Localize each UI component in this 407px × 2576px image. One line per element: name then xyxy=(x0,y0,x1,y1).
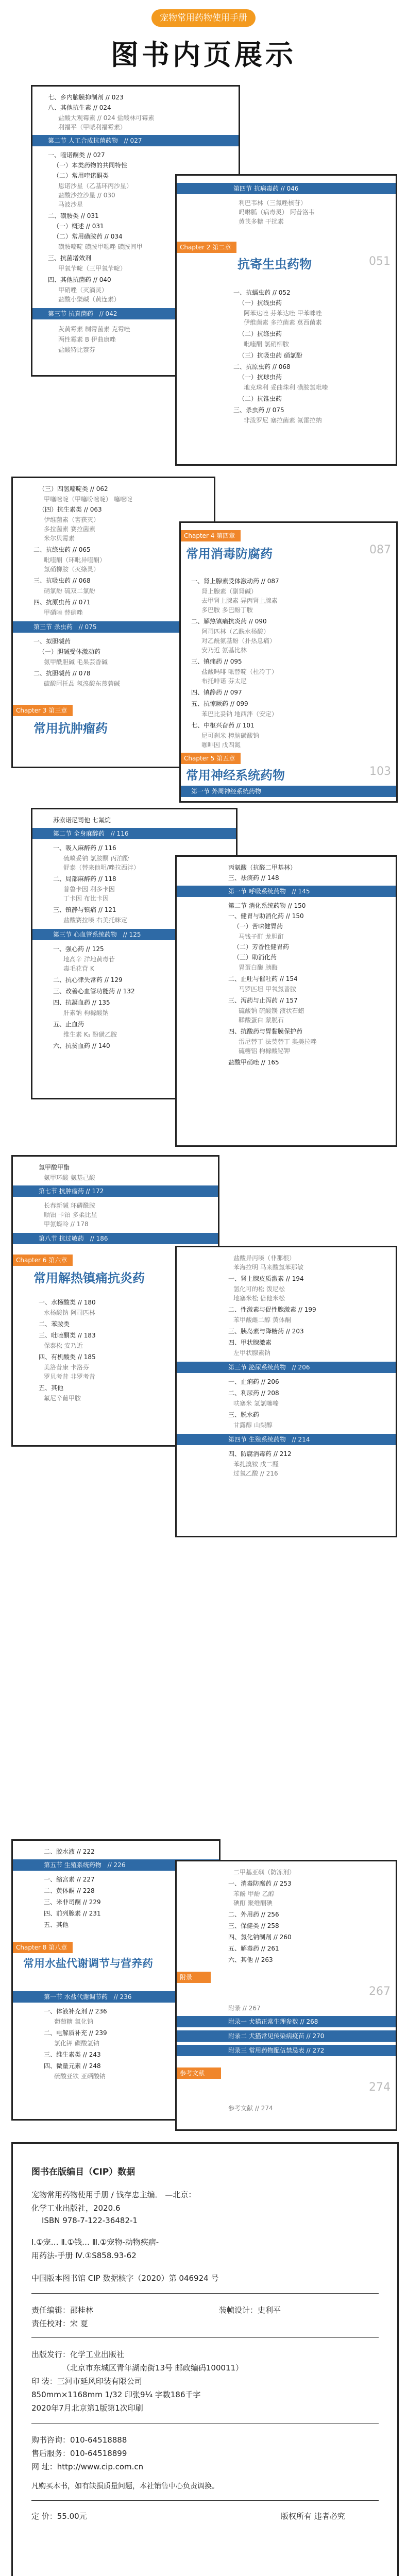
toc-line: 三、镇痛药 // 095 xyxy=(191,658,242,665)
section-page: // 042 xyxy=(99,310,117,317)
toc-line: 一、消毒防腐药 // 253 xyxy=(228,1880,292,1887)
toc-line: 盐酸赛拉嗪 右美托咪定 xyxy=(63,917,127,924)
appendix-item xyxy=(177,2016,396,2027)
toc-line: 吡喹酮 氯硝柳胺 xyxy=(244,341,289,348)
section-header xyxy=(181,786,396,797)
section-page: // 145 xyxy=(292,888,310,895)
toc-line: （二）芳香性健胃药 xyxy=(233,943,290,951)
chapter-bar: Chapter 6 第六章 xyxy=(13,1255,73,1266)
banner xyxy=(0,0,407,76)
cip-line: 用药法-手册 Ⅳ.①S858.93-62 xyxy=(31,2251,137,2260)
toc-line: 米尔贝霉素 xyxy=(44,535,75,542)
toc-line: 对乙酰氨基酚（扑热息痛） xyxy=(201,637,276,645)
toc-line: 三、祛痰药 // 148 xyxy=(228,874,279,882)
toc-line: 一、止痢药 // 206 xyxy=(228,1378,279,1385)
toc-line: （一）概述 // 031 xyxy=(53,223,104,230)
section-label: 第一节 呼吸系统药物 xyxy=(228,888,286,895)
toc-line: 盐酸小檗碱（黄连素） xyxy=(58,296,121,303)
toc-line: 左甲状腺素钠 xyxy=(233,1349,271,1357)
toc-line: 氨甲酰胆碱 毛果芸香碱 xyxy=(44,658,108,666)
toc-line: 二、利尿药 // 208 xyxy=(228,1389,279,1397)
toc-line: 吡喹酮（环吡异喹酮） xyxy=(44,556,106,564)
banner-tag: 宠物常用药物使用手册 xyxy=(151,9,256,27)
toc-line: 盐酸沙拉沙星 // 030 xyxy=(58,192,115,199)
toc-line: 氯甲酸甲酯 xyxy=(39,1164,70,1171)
toc-line: 盐酸特比萘芬 xyxy=(58,346,96,353)
toc-line: 利福平（甲哌利福霉素） xyxy=(58,124,127,131)
chapter-bar: Chapter 8 第八章 xyxy=(13,1942,73,1953)
toc-line: 一、缩宫素 // 227 xyxy=(44,1876,95,1883)
section-header xyxy=(177,1434,396,1445)
toc-line: 丁卡因 布比卡因 xyxy=(63,895,109,902)
chapter-bar: Chapter 3 第三章 xyxy=(13,705,73,716)
toc-line: 一、拟胆碱药 xyxy=(33,638,71,645)
toc-line: 一、喹诺酮类 // 027 xyxy=(48,151,105,159)
toc-line: 甲氨蝶呤 // 178 xyxy=(44,1221,89,1228)
section-header xyxy=(177,1362,396,1373)
chapter-page: 087 xyxy=(369,544,391,556)
toc-line: 一、水杨酸类 // 180 xyxy=(39,1299,96,1306)
chapter-title: 常用解热镇痛抗炎药 xyxy=(33,1271,145,1285)
toc-line: 苯甲酸雌二醇 黄体酮 xyxy=(233,1316,291,1324)
toc-line: 三、泻药与止泻药 // 157 xyxy=(228,997,298,1004)
toc-line: 长春新碱 环磷酰胺 xyxy=(44,1202,95,1209)
references-bar: 参考文献 xyxy=(177,2067,221,2079)
toc-line: 地高辛 洋地黄毒苷 xyxy=(63,956,115,963)
toc-line: 附录 // 267 xyxy=(228,2005,261,2012)
toc-line: 六、其他 // 263 xyxy=(228,1956,273,1963)
toc-line: 盐酸吗啡 哌替啶（杜冷丁） xyxy=(201,668,278,675)
section-page: // 075 xyxy=(78,623,97,631)
contact-line: 购书咨询：010-64518888 xyxy=(31,2435,127,2445)
toc-line: 五、抗惊厥药 // 099 xyxy=(191,700,248,707)
toc-line: （一）胆碱受体激动药 xyxy=(39,648,101,655)
toc-line: 四、抗原虫药 // 071 xyxy=(33,599,91,606)
toc-sheet-4 xyxy=(179,521,398,803)
toc-line: 二、胶水液 // 222 xyxy=(44,1848,95,1855)
copyright-notice: 版权所有 违者必究 xyxy=(281,2512,345,2521)
toc-line: 马钱子酊 龙胆酊 xyxy=(239,933,284,940)
toc-line: 苏索诺尼司他 七氟烷 xyxy=(53,817,111,824)
toc-line: 黄芪多糖 干扰素 xyxy=(239,218,284,225)
toc-line: 伊维菌素（害获灭） xyxy=(44,516,100,523)
toc-line: 非泼罗尼 塞拉菌素 氟雷拉纳 xyxy=(244,417,322,424)
section-page: // 226 xyxy=(107,1861,126,1869)
toc-line: 雷尼替丁 法莫替丁 奥美拉唑 xyxy=(239,1038,317,1045)
toc-sheet-2 xyxy=(175,174,397,466)
chapter-title: 抗寄生虫药物 xyxy=(238,257,312,272)
toc-line: 三、镇静与镇痛 // 121 xyxy=(53,906,116,913)
toc-line: 葡萄糖 氯化钠 xyxy=(54,2018,93,2025)
toc-line: 六、抗贫血药 // 140 xyxy=(53,1042,110,1049)
section-page: // 236 xyxy=(113,1993,132,2001)
toc-line: 甘露醇 山梨醇 xyxy=(233,1421,273,1429)
publisher-line: 850mm×1168mm 1/32 印张9¼ 字数186千字 xyxy=(31,2390,201,2399)
section-header xyxy=(32,135,239,146)
toc-line: 布托啡诺 芬太尼 xyxy=(201,677,247,685)
toc-line: （一）苦味健胃药 xyxy=(233,923,283,930)
toc-sheet-10 xyxy=(175,1860,397,2131)
toc-line: 肝素钠 枸橼酸钠 xyxy=(63,1009,109,1016)
toc-line: 伊维菌素 多拉菌素 莫西菌素 xyxy=(244,319,322,326)
toc-line: 苯巴比妥钠 地西泮（安定） xyxy=(201,710,278,718)
appendix-bar: 附录 xyxy=(177,1972,211,1983)
toc-line: 三、抗菌增效剂 xyxy=(48,255,92,262)
toc-line: 恩诺沙星（乙基环丙沙星） xyxy=(58,182,133,190)
toc-line: 马波沙星 xyxy=(58,201,83,208)
toc-line: 三、米非司酮 // 229 xyxy=(44,1899,101,1906)
toc-line: 水杨酸钠 阿司匹林 xyxy=(44,1309,95,1316)
toc-line: （一）抗球虫药 xyxy=(239,374,282,381)
appendix-item-label: 附录三 常用药物配伍禁忌表 // 272 xyxy=(228,2047,325,2054)
section-label: 第三节 杀虫药 xyxy=(33,623,73,631)
appendix-item-label: 附录二 犬猫常见传染病疫苗 // 270 xyxy=(228,2032,325,2040)
toc-line: 丙氨酸（抗醛二甲基林） xyxy=(228,864,297,871)
toc-line: 灰黄霉素 制霉菌素 克霉唑 xyxy=(58,326,130,333)
cip-line: ISBN 978-7-122-36482-1 xyxy=(42,2216,138,2225)
toc-line: 二、止吐与催吐药 // 154 xyxy=(228,975,298,982)
toc-line: 五、止血药 xyxy=(53,1021,84,1028)
toc-line: 二、局部麻醉药 // 118 xyxy=(53,875,116,883)
toc-line: 罗贝考昔 非罗考昔 xyxy=(44,1373,95,1380)
toc-line: 一、肾上腺皮质激素 // 194 xyxy=(228,1275,304,1282)
toc-line: 一、健胃与助消化药 // 150 xyxy=(228,912,304,920)
toc-line: 苯酚 甲酚 乙醇 xyxy=(233,1890,275,1897)
toc-line: 四、其他抗菌药 // 040 xyxy=(48,276,111,283)
divider xyxy=(31,2337,379,2338)
page-title: 图书内页展示 xyxy=(111,39,296,71)
toc-line: 甲噻嘧啶（甲噻吩嘧啶） 噻嘧啶 xyxy=(44,496,132,503)
toc-line: 七、乡内脑膜抑制剂 // 023 xyxy=(48,94,124,101)
appendix-header xyxy=(177,1972,396,2003)
toc-line: 吗啉胍（病毒灵） 阿昔洛韦 xyxy=(239,209,315,216)
toc-line: 二、磺胺类 // 031 xyxy=(48,212,99,219)
chapter-header xyxy=(181,753,396,784)
toc-line: 三、吡唑酮类 // 183 xyxy=(39,1332,96,1339)
chapter-bar: Chapter 5 第五章 xyxy=(181,753,241,764)
proofreader: 责任校对：宋 夏 xyxy=(31,2319,88,2328)
toc-line: （二）抗绦虫药 xyxy=(239,330,282,337)
section-label: 第三节 心血管系统药物 xyxy=(53,931,117,938)
toc-line: 四、抗酸药与胃黏膜保护药 xyxy=(228,1028,303,1035)
cip-line: 中国版本图书馆 CIP 数据核字（2020）第 046924 号 xyxy=(31,2274,219,2283)
toc-line: 硫酸亚铁 亚硒酸钠 xyxy=(54,2073,106,2080)
toc-line: 过氧乙酸 // 216 xyxy=(233,1470,278,1477)
section-page: // 214 xyxy=(292,1436,310,1443)
toc-line: 三、杀虫药 // 075 xyxy=(233,406,284,414)
toc-line: 维生素 K₁ 酚磺乙胺 xyxy=(63,1031,117,1038)
chapter-title: 常用抗肿瘤药 xyxy=(33,721,108,736)
toc-line: 碘酊 聚维酮碘 xyxy=(233,1900,273,1907)
toc-line: 咖啡因 戊四氮 xyxy=(201,741,241,749)
publisher-line: 2020年7月北京第1版第1次印刷 xyxy=(31,2403,143,2413)
chapter-bar: Chapter 4 第四章 xyxy=(181,530,241,541)
toc-line: 五、解毒药 // 261 xyxy=(228,1945,279,1952)
divider xyxy=(31,2423,379,2424)
toc-line: 三、保健类 // 258 xyxy=(228,1922,279,1929)
toc-line: 一、强心药 // 125 xyxy=(53,945,104,953)
chapter-title: 常用水盐代谢调节与营养药 xyxy=(23,1957,153,1970)
contact-line: 售后服务：010-64518899 xyxy=(31,2449,127,2458)
toc-line: 尼可刹米 樟脑磺酸钠 xyxy=(201,732,259,739)
cip-header: 图书在版编目（CIP）数据 xyxy=(31,2167,135,2177)
toc-line: 二甲基亚砜（防冻剂） xyxy=(233,1869,296,1876)
toc-line: 四、防腐消毒药 // 212 xyxy=(228,1450,292,1458)
toc-line: 二、性激素与促性腺激素 // 199 xyxy=(228,1306,316,1313)
toc-line: 甲氧苄啶（三甲氧苄啶） xyxy=(58,265,127,272)
toc-line: （三）助消化药 xyxy=(233,954,277,961)
toc-line: 呋塞米 氢氯噻嗪 xyxy=(233,1400,279,1407)
toc-line: 三、胰岛素与降糖药 // 203 xyxy=(228,1328,304,1335)
contact-line: 凡购买本书，如有缺损质量问题，本社销售中心负责调换。 xyxy=(31,2482,219,2490)
toc-line: 参考文献 // 274 xyxy=(228,2105,273,2112)
toc-line: （三）四氢嘧啶类 // 062 xyxy=(39,485,108,493)
toc-line: 甲硝唑 替硝唑 xyxy=(44,609,83,616)
toc-line: 毒毛花苷 K xyxy=(63,965,94,972)
toc-line: 二、解热镇痛抗炎药 // 090 xyxy=(191,618,267,625)
toc-line: 五、其他 xyxy=(39,1384,64,1392)
toc-line: 美洛昔康 卡洛芬 xyxy=(44,1364,89,1371)
toc-line: 氯硝柳胺（灭绦灵） xyxy=(44,566,100,573)
section-label: 第七节 抗肿瘤药 // 172 xyxy=(39,1188,104,1195)
appendix-page: 267 xyxy=(369,1985,391,1998)
toc-line: （三）抗吸虫药 硝氯酚 xyxy=(239,352,302,359)
divider xyxy=(31,2293,379,2294)
toc-line: 盐酸异丙嗪（非那根） xyxy=(233,1255,296,1262)
toc-line: 舒泰（替来他明/唑拉西泮） xyxy=(63,864,140,871)
appendix-item xyxy=(177,2045,396,2056)
toc-line: 三、抗吸虫药 // 068 xyxy=(33,577,91,584)
section-header xyxy=(32,828,236,839)
toc-line: 硫酸阿托品 氢溴酸东莨菪碱 xyxy=(44,680,120,687)
section-label: 第二节 全身麻醉药 xyxy=(53,830,105,837)
section-page: // 116 xyxy=(110,830,129,837)
toc-line: 五、其他 xyxy=(44,1921,69,1928)
section-page: // 186 xyxy=(90,1235,108,1242)
toc-line: 地塞米松 倍他米松 xyxy=(233,1295,285,1302)
section-page: // 206 xyxy=(292,1364,310,1371)
section-label: 第四节 抗病毒药 // 046 xyxy=(233,185,299,192)
cip-line: 化学工业出版社，2020.6 xyxy=(31,2204,121,2213)
toc-line: 一、抗蠕虫药 // 052 xyxy=(233,289,291,296)
toc-line: 七、中枢兴奋药 // 101 xyxy=(191,722,255,729)
toc-line: 多拉菌素 赛拉菌素 xyxy=(44,526,95,533)
toc-line: 三、维生素类 // 243 xyxy=(44,2051,101,2058)
publisher-line: （北京市东城区青年湖南街13号 邮政编码100011） xyxy=(62,2363,244,2372)
toc-line: 一、体液补充剂 // 236 xyxy=(44,2008,107,2015)
toc-line: 四、微量元素 // 248 xyxy=(44,2062,101,2070)
section-label: 第一节 水盐代谢调节药 xyxy=(44,1993,108,2001)
toc-line: 顺铂 卡铂 多柔比星 xyxy=(44,1211,97,1218)
toc-line: 八、其他抗生素 // 024 xyxy=(48,104,111,111)
toc-line: （二）常用喹诺酮类 xyxy=(53,172,109,179)
toc-line: 一、肾上腺素受体激动药 // 087 xyxy=(191,578,279,585)
references-header xyxy=(177,2067,396,2098)
toc-line: （二）常用磺胺药 // 034 xyxy=(53,233,123,240)
toc-line: 四、氯化钠制剂 // 260 xyxy=(228,1934,292,1941)
toc-line: 硫酸钠 硫酸镁 液状石蜡 xyxy=(239,1007,304,1014)
references-page: 274 xyxy=(369,2081,391,2094)
designer: 装帧设计：史利平 xyxy=(219,2306,281,2315)
editor: 责任编辑：邵桂林 xyxy=(31,2306,94,2315)
appendix-item-label: 附录一 犬猫正常生理参数 // 268 xyxy=(228,2018,318,2025)
contact-line: 网 址：http://www.cip.com.cn xyxy=(31,2462,144,2471)
toc-line: 保泰松 安乃近 xyxy=(44,1342,83,1349)
toc-line: 三、脱水药 xyxy=(228,1411,260,1418)
toc-line: 多巴胺 多巴酚丁胺 xyxy=(201,606,253,614)
chapter-page: 103 xyxy=(369,765,391,778)
section-page: // 125 xyxy=(123,931,141,938)
toc-line: 四、抗凝血药 // 135 xyxy=(53,999,110,1006)
toc-line: 四、前列腺素 // 231 xyxy=(44,1910,101,1917)
toc-line: 氨甲环酸 氨基己酸 xyxy=(44,1174,95,1181)
toc-line: 四、有机酸类 // 185 xyxy=(39,1353,96,1361)
toc-line: （四）抗生素类 // 063 xyxy=(39,506,102,513)
section-label: 第三节 泌尿系统药物 xyxy=(228,1364,286,1371)
chapter-header xyxy=(177,242,396,283)
toc-sheet-8 xyxy=(175,1246,397,1537)
section-label: 第四节 生殖系统药物 xyxy=(228,1436,286,1443)
divider xyxy=(31,2500,379,2501)
toc-line: 普鲁卡因 利多卡因 xyxy=(63,886,115,893)
section-label: 第一节 外周神经系统药物 xyxy=(191,788,261,795)
section-header xyxy=(177,183,396,194)
toc-line: 氢化可的松 泼尼松 xyxy=(233,1285,285,1293)
toc-line: 胃蛋白酶 胰酶 xyxy=(239,964,278,971)
toc-line: 马罗匹坦 甲氧氯普胺 xyxy=(239,986,296,993)
toc-line: 第二节 消化系统药物 // 150 xyxy=(228,902,306,909)
chapter-title: 常用消毒防腐药 xyxy=(186,547,273,561)
toc-line: 二、黄体酮 // 228 xyxy=(44,1887,95,1894)
toc-line: 二、抗绦虫药 // 065 xyxy=(33,546,91,553)
chapter-header xyxy=(181,530,396,571)
section-header xyxy=(13,1233,218,1244)
section-header xyxy=(177,886,396,897)
section-label: 第二节 人工合成抗菌药物 xyxy=(48,137,118,144)
toc-line: 硝氯酚 硫双二氯酚 xyxy=(44,587,95,595)
section-label: 第五节 生殖系统药物 xyxy=(44,1861,101,1869)
section-label: 第三节 抗真菌药 xyxy=(48,310,93,317)
toc-sheet-6 xyxy=(175,855,397,1147)
toc-line: 二、抗心律失常药 // 129 xyxy=(53,976,123,984)
cip-line: 宠物常用药物使用手册 / 钱存忠主编． —北京： xyxy=(31,2190,196,2199)
toc-line: 利巴韦林（三氮唑核苷） xyxy=(239,199,307,207)
toc-line: （二）抗锥虫药 xyxy=(239,395,282,402)
toc-line: （一）本类药物的共同特性 xyxy=(53,162,128,169)
toc-line: 苯扎溴铵 戊二醛 xyxy=(233,1461,279,1468)
toc-line: 地克珠利 妥曲珠利 磺胺氯吡嗪 xyxy=(244,384,328,391)
toc-line: 阿司匹林（乙酰水杨酸） xyxy=(201,628,270,635)
appendix-item xyxy=(177,2030,396,2042)
toc-line: 二、抗胆碱药 // 078 xyxy=(33,670,91,677)
toc-line: 甲硝唑（灭滴灵） xyxy=(58,286,108,294)
toc-line: 安乃近 氨基比林 xyxy=(201,647,247,654)
toc-line: 二、电解质补充 // 239 xyxy=(44,2029,107,2037)
toc-line: 二、抗原虫药 // 068 xyxy=(233,363,291,370)
toc-line: 鞣酸蛋白 蒙脱石 xyxy=(239,1016,284,1024)
toc-line: 四、甲状腺激素 xyxy=(228,1339,272,1346)
toc-line: 磺胺嘧啶 磺胺甲噁唑 磺胺间甲 xyxy=(58,243,143,250)
toc-line: 盐酸大观霉素 // 024 盐酸林可霉素 xyxy=(58,114,155,122)
chapter-title: 常用神经系统药物 xyxy=(186,768,285,783)
toc-line: 氯化钾 碳酸氢钠 xyxy=(54,2040,99,2047)
toc-line: 二、苯胺类 xyxy=(39,1320,70,1328)
section-page: // 027 xyxy=(124,137,142,144)
toc-line: 苯海拉明 马来酸氯苯那敏 xyxy=(233,1264,303,1271)
cip-page xyxy=(11,2142,399,2576)
toc-line: 硫喷妥钠 氯胺酮 丙泊酚 xyxy=(63,855,129,862)
toc-line: 盐酸甲硝唑 // 165 xyxy=(228,1059,279,1066)
cip-line: Ⅰ.①宠… Ⅱ.①钱… Ⅲ.①宠物-动物疾病- xyxy=(31,2238,159,2247)
toc-line: 三、改善心血管功能药 // 132 xyxy=(53,988,135,995)
toc-line: 硫糖铝 枸橼酸铋钾 xyxy=(239,1047,290,1055)
section-header xyxy=(13,1185,218,1197)
toc-line: 阿苯达唑 芬苯达唑 甲苯咪唑 xyxy=(244,310,322,317)
toc-line: 二、外用药 // 256 xyxy=(228,1911,279,1918)
toc-line: 一、吸入麻醉药 // 116 xyxy=(53,844,116,852)
price: 定 价：55.00元 xyxy=(31,2512,87,2521)
section-label: 第八节 抗过敏药 xyxy=(39,1235,84,1242)
publisher-line: 印 装：三河市延风印装有限公司 xyxy=(31,2377,142,2386)
chapter-bar: Chapter 2 第二章 xyxy=(177,242,236,253)
toc-line: 氟尼辛葡甲胺 xyxy=(44,1395,81,1402)
publisher-line: 出版发行：化学工业出版社 xyxy=(31,2350,125,2359)
toc-line: 四、镇静药 // 097 xyxy=(191,689,242,696)
toc-line: 两性霉素 B 伊曲康唑 xyxy=(58,336,116,343)
toc-line: 去甲肾上腺素 异丙肾上腺素 xyxy=(201,597,278,604)
chapter-page: 051 xyxy=(369,255,391,268)
toc-line: （一）抗线虫药 xyxy=(239,299,282,307)
toc-line: 肾上腺素（副肾碱） xyxy=(201,588,258,595)
